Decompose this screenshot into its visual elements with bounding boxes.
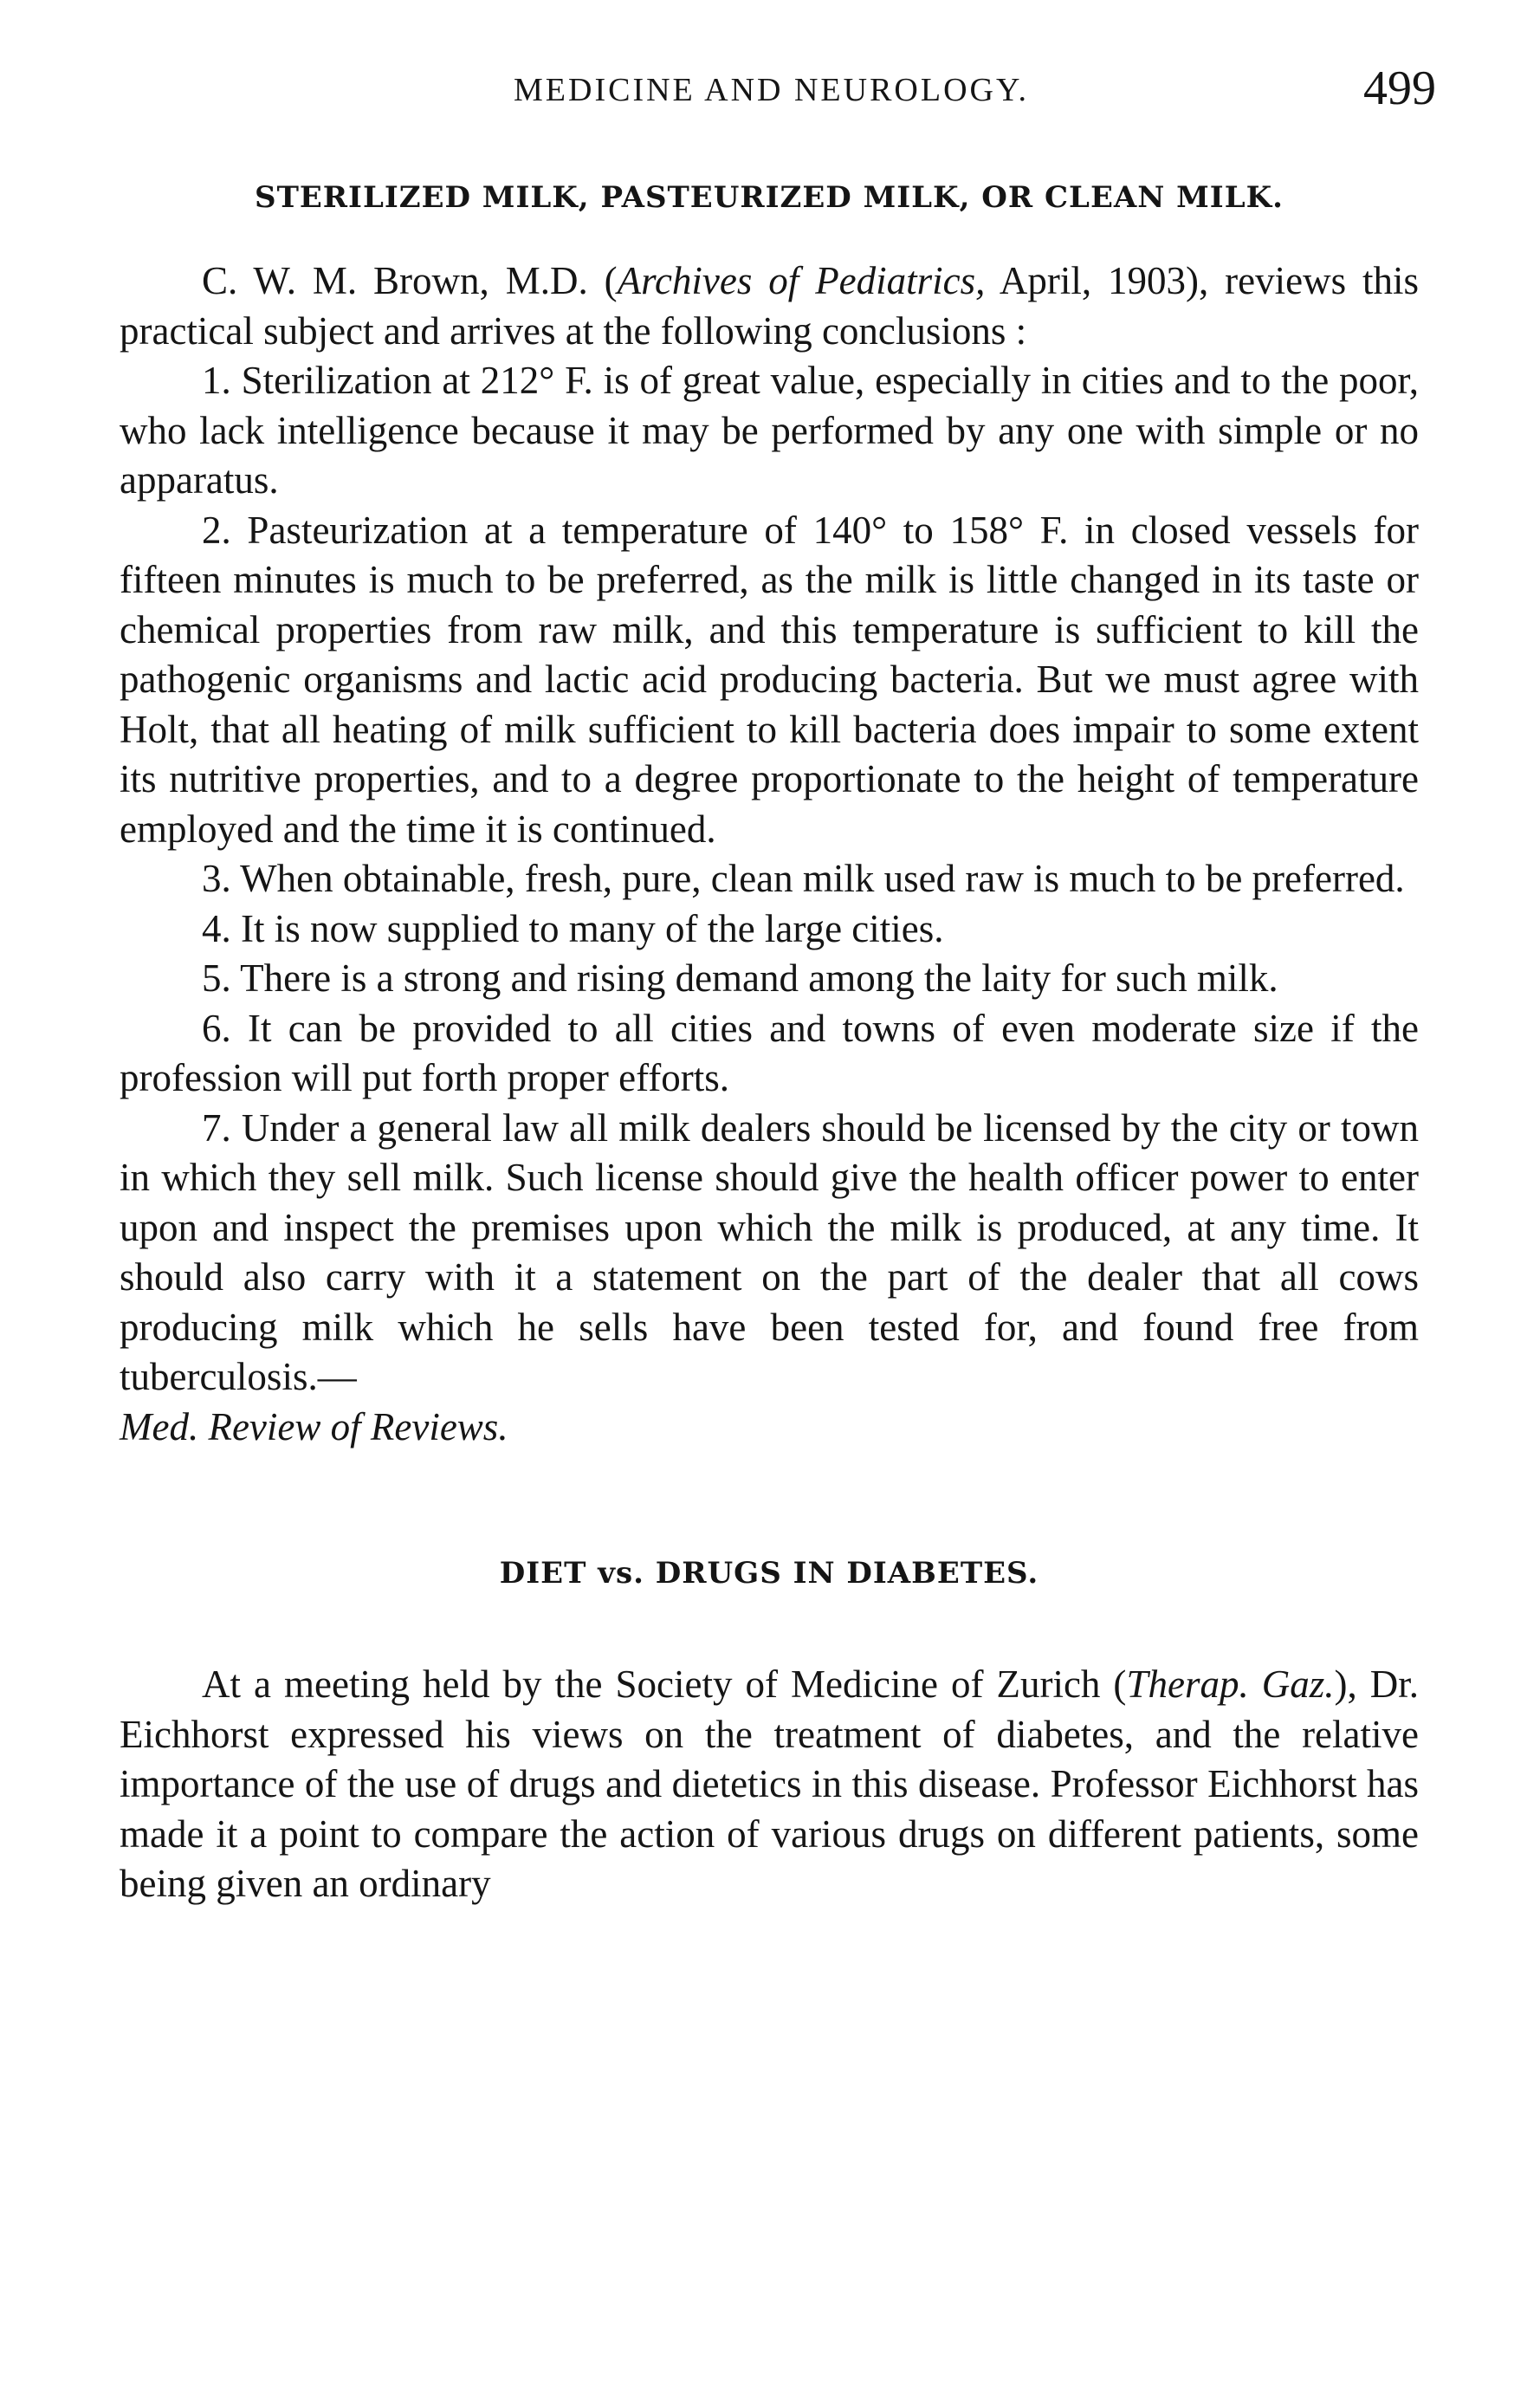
- byline-source: Archives of Pediatrics,: [617, 259, 986, 302]
- article-title: STERILIZED MILK, PASTEURIZED MILK, OR CLEAN MILK.: [255, 180, 1284, 215]
- citation-text: Med. Review of Reviews.: [120, 1404, 508, 1448]
- conclusion-item: 2. Pasteurization at a temperature of 140° to 158° F. in closed vessels for fifteen minutes is much to be preferred, as the milk is little changed in its taste or chemical properties from raw milk, and this temperature is sufficient to kill the pathogenic organisms and lactic acid producing bacteria. But we must agree with Holt, that all heating of milk sufficient to kill bacteria does impair to some extent its nutritive properties, and to a degree proportionate to the height of temperature employed and the time it is continued.: [120, 508, 1419, 851]
- article-byline: [120, 256, 1419, 356]
- conclusion-item: 6. It can be provided to all cities and towns of even moderate size if the profession will put forth proper efforts.: [120, 1006, 1419, 1099]
- conclusion-item: 3. When obtainable, fresh, pure, clean milk used raw is much to be preferred.: [202, 857, 1405, 900]
- conclusion-item: 5. There is a strong and rising demand among the laity for such milk.: [202, 956, 1278, 1000]
- paragraph-source: Therap. Gaz.: [1126, 1662, 1335, 1706]
- running-head: [120, 52, 1436, 121]
- running-title: MEDICINE AND NEUROLOGY.: [514, 72, 1030, 108]
- paragraph-start: At a meeting held by the Society of Medicine of Zurich (: [202, 1662, 1127, 1706]
- conclusion-item: 1. Sterilization at 212° F. is of great value, especially in cities and to the poor, who lack intelligence because it may be performed by any one with simple or no apparatus.: [120, 359, 1419, 502]
- byline-rest: April, 1903), reviews this practical subject and arrives at the following conclusions :: [120, 259, 1420, 353]
- conclusion-item: 4. It is now supplied to many of the large cities.: [202, 906, 944, 950]
- article-paragraph: [120, 1660, 1419, 1909]
- page: [120, 52, 1436, 1909]
- section-gap: [120, 1452, 1419, 1556]
- conclusion-item: 7. Under a general law all milk dealers should be licensed by the city or town in which they sell milk. Such license should give the health officer power to enter upon and inspect the premises upon which the milk is produced, at any time. It should also carry with it a statement on the part of the dealer that all cows producing milk which he sells have been tested for, and found free from tuberculosis.—: [120, 1105, 1419, 1398]
- page-number: 499: [1363, 62, 1436, 115]
- article-title-2: DIET vs. DRUGS IN DIABETES.: [499, 1556, 1039, 1591]
- source-citation: [120, 1403, 1419, 1453]
- paragraph-rest: ), Dr. Eichhorst expressed his views on the treatment of diabetes, and the relative importance of the use of drugs and dietetics in this disease. Professor Eichhorst has made it a point to compare the action of various drugs on different patients, some being given an ordinary: [120, 1662, 1419, 1905]
- byline-author: C. W. M. Brown, M.D. (: [202, 259, 618, 302]
